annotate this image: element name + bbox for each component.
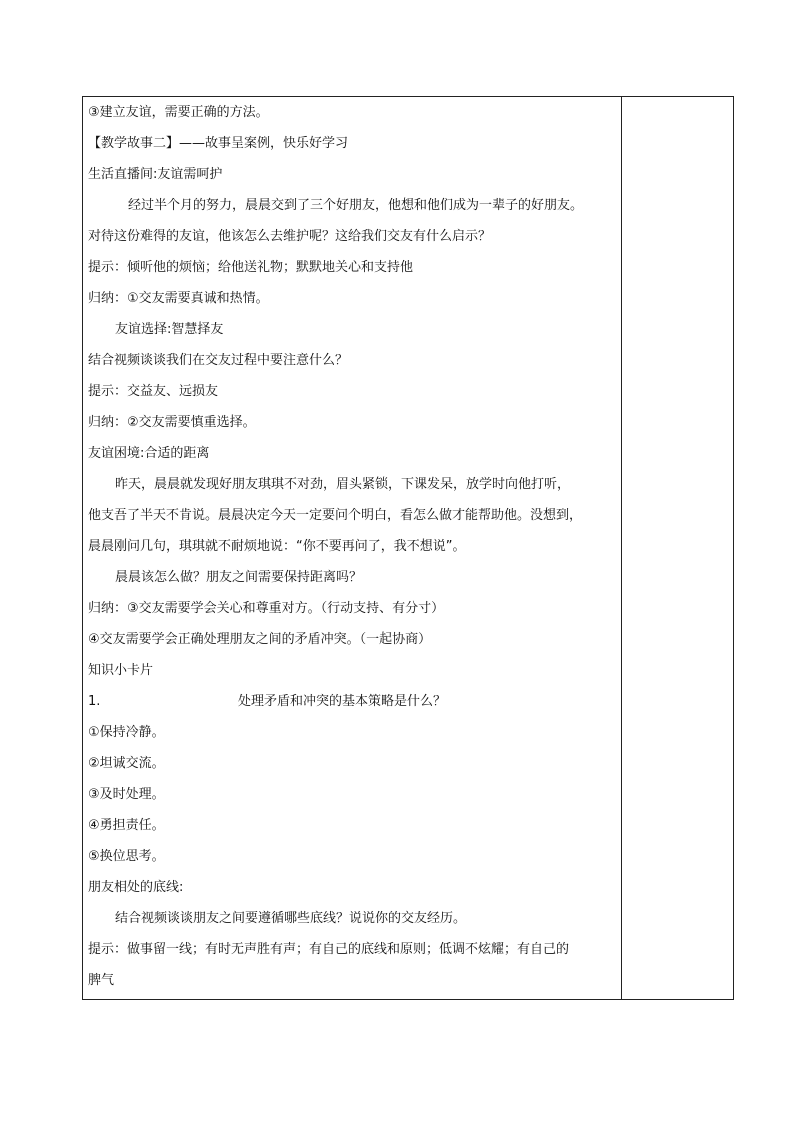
question-line: 结合视频谈谈朋友之间要遵循哪些底线？说说你的交友经历。 [115,911,467,926]
list-item: ⑤换位思考。 [88,849,165,864]
summary-line: 归纳：①交友需要真诚和热情。 [88,291,269,306]
subheading: 友谊困境:合适的距离 [88,446,210,461]
subheading: 友谊选择:智慧择友 [115,322,224,337]
numbered-question [88,686,616,717]
subheading: 朋友相处的底线: [88,880,184,895]
question-text: 处理矛盾和冲突的基本策略是什么？ [238,694,447,709]
hint-line: 提示：交益友、远损友 [88,384,219,399]
hint-line: 提示：做事留一线；有时无声胜有声；有自己的底线和原则；低调不炫耀；有自己的 [88,942,570,957]
subheading: 知识小卡片 [88,663,154,678]
hint-line: 提示：倾听他的烦恼；给他送礼物；默默地关心和支持他 [88,260,414,275]
list-item: ①保持冷静。 [88,725,165,740]
section-heading: 【教学故事二】——故事呈案例，快乐好学习 [88,136,349,151]
story-paragraph: 经过半个月的努力，晨晨交到了三个好朋友，他想和他们成为一辈子的好朋友。 [128,198,584,213]
summary-line: ④交友需要学会正确处理朋友之间的矛盾冲突。（一起协商） [88,632,432,647]
list-number: 1. [88,694,101,709]
list-item: ④勇担责任。 [88,818,165,833]
lesson-content [88,97,616,996]
story-paragraph: 昨天，晨晨就发现好朋友琪琪不对劲，眉头紧锁，下课发呆，放学时向他打听， [115,477,571,492]
hint-line: 脾气 [88,973,115,988]
notes-cell [622,97,733,999]
summary-line: 归纳：③交友需要学会关心和尊重对方。（行动支持、有分寸） [88,601,445,616]
story-paragraph: 对待这份难得的友谊，他该怎么去维护呢？这给我们交友有什么启示？ [88,229,492,244]
list-item: ②坦诚交流。 [88,756,165,771]
story-paragraph: 他支吾了半天不肯说。晨晨决定今天一定要问个明白，看怎么做才能帮助他。没想到， [88,508,583,523]
subheading: 生活直播间:友谊需呵护 [88,167,223,182]
question-line: 结合视频谈谈我们在交友过程中要注意什么？ [88,353,349,368]
story-paragraph: 晨晨刚问几句，琪琪就不耐烦地说：“你不要再问了，我不想说”。 [88,539,466,554]
question-line: 晨晨该怎么做？朋友之间需要保持距离吗？ [115,570,363,585]
list-item: ③及时处理。 [88,787,165,802]
summary-line: 归纳：②交友需要慎重选择。 [88,415,256,430]
text-line: ③建立友谊，需要正确的方法。 [88,105,269,120]
